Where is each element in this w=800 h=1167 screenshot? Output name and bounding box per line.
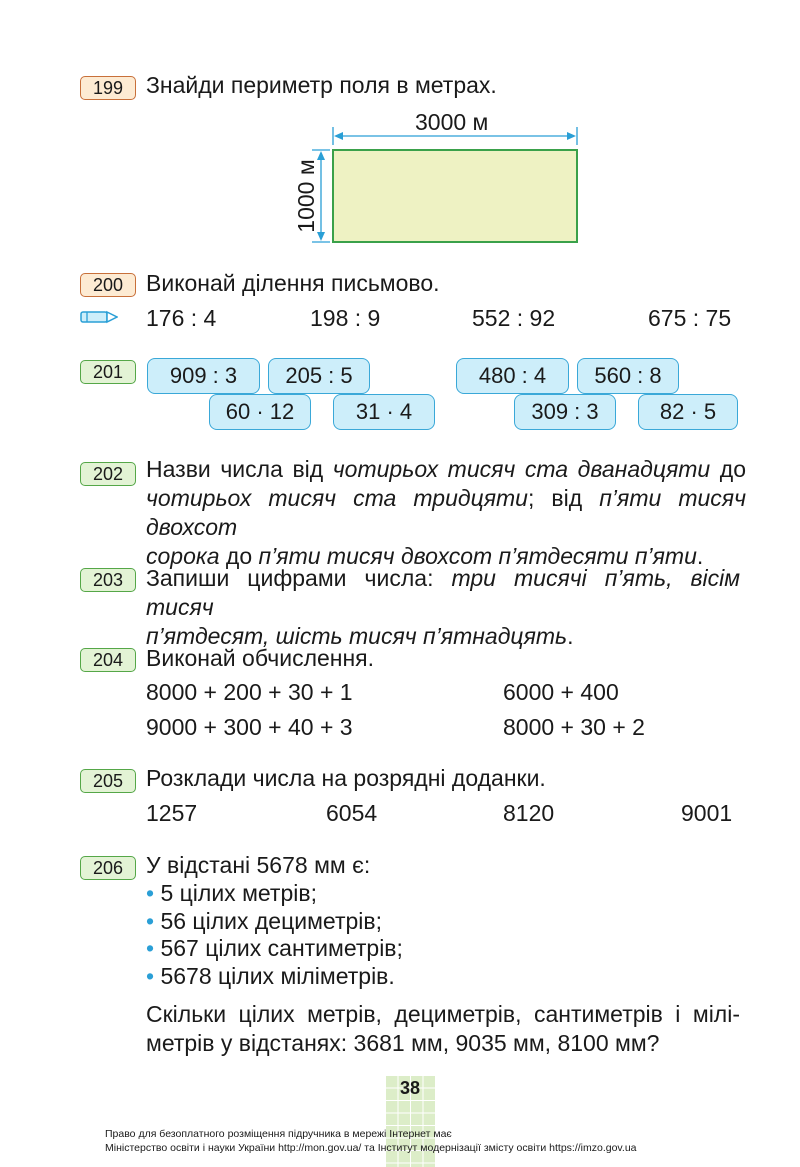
task-203-line-2: п’ятдесят, шість тисяч п’ятнадцять. xyxy=(146,623,574,649)
bullet-icon: • xyxy=(146,908,155,934)
task-200-text: Виконай ділення письмово. xyxy=(146,270,440,296)
bullet-icon: • xyxy=(146,963,155,989)
task-number-204: 204 xyxy=(80,648,136,672)
task-204-text: Виконай обчислення. xyxy=(146,645,375,671)
dim-top-arrow-left xyxy=(334,132,343,140)
dim-left-arrow-bottom xyxy=(317,232,325,241)
bullet-icon: • xyxy=(146,935,155,961)
question-line-1: Скільки цілих метрів, дециметрів, сантиметрів і мілі- xyxy=(146,1001,740,1027)
expression-3: 9000 + 300 + 40 + 3 xyxy=(146,714,353,740)
division-item-3: 552 : 92 xyxy=(472,305,556,331)
task-206-text: У відстані 5678 мм є: xyxy=(146,852,371,878)
task-number-201: 201 xyxy=(80,360,136,384)
task-number-206: 206 xyxy=(80,856,136,880)
division-item-1: 176 : 4 xyxy=(146,305,217,331)
expression-card: 60 · 12 xyxy=(209,394,311,430)
expression-card: 309 : 3 xyxy=(514,394,616,430)
number-1: 1257 xyxy=(146,800,198,826)
task-206-question xyxy=(146,1000,740,1058)
field-rectangle xyxy=(333,150,577,242)
task-203-text xyxy=(146,564,740,651)
question-line-2: метрів у відстанях: 3681 мм, 9035 мм, 8100 мм? xyxy=(146,1030,660,1056)
task-202-text xyxy=(146,455,746,571)
task-number-205: 205 xyxy=(80,769,136,793)
bullet-item: • 5678 цілих міліметрів. xyxy=(146,963,395,989)
division-item-2: 198 : 9 xyxy=(310,305,381,331)
task-205-text: Розклади числа на розрядні доданки. xyxy=(146,765,546,791)
expression-4: 8000 + 30 + 2 xyxy=(503,714,645,740)
task-202-line-1: Назви числа від чотирьох тисяч ста дванадцяти до xyxy=(146,456,747,482)
height-label: 1000 м xyxy=(293,159,319,233)
width-label: 3000 м xyxy=(415,109,489,135)
bullet-item: • 56 цілих дециметрів; xyxy=(146,908,382,934)
expression-card: 909 : 3 xyxy=(147,358,260,394)
expression-card: 31 · 4 xyxy=(333,394,435,430)
expression-card: 560 : 8 xyxy=(577,358,679,394)
number-3: 8120 xyxy=(503,800,555,826)
field-diagram xyxy=(290,105,590,255)
task-number-202: 202 xyxy=(80,462,136,486)
task-202-line-3: сорока до п’яти тисяч двохсот п’ятдесяти п’яти. xyxy=(146,543,704,569)
task-number-199: 199 xyxy=(80,76,136,100)
expression-1: 8000 + 200 + 30 + 1 xyxy=(146,679,353,705)
bullet-icon: • xyxy=(146,880,155,906)
expression-card: 205 : 5 xyxy=(268,358,370,394)
task-number-203: 203 xyxy=(80,568,136,592)
task-number-200: 200 xyxy=(80,273,136,297)
number-4: 9001 xyxy=(681,800,733,826)
task-203-line-1: Запиши цифрами числа: три тисячі п’ять, вісім тисяч xyxy=(146,565,740,620)
footer-line-2: Міністерство освіти і науки України http://mon.gov.ua/ та Інститут модернізації змісту освіти https://imzo.gov.ua xyxy=(105,1142,637,1154)
bullet-item: • 567 цілих сантиметрів; xyxy=(146,935,403,961)
expression-card: 480 : 4 xyxy=(456,358,569,394)
page-number: 38 xyxy=(399,1078,421,1098)
bullet-item: • 5 цілих метрів; xyxy=(146,880,317,906)
task-199-text: Знайди периметр поля в метрах. xyxy=(146,72,497,98)
footer-line-1: Право для безоплатного розміщення підручника в мережі Інтернет має xyxy=(105,1128,452,1140)
expression-2: 6000 + 400 xyxy=(503,679,619,705)
task-202-line-2: чотирьох тисяч ста тридцяти; від п’яти тисяч двохсот xyxy=(146,485,746,540)
dim-top-arrow-right xyxy=(567,132,576,140)
division-item-4: 675 : 75 xyxy=(648,305,732,331)
number-2: 6054 xyxy=(326,800,378,826)
expression-card: 82 · 5 xyxy=(638,394,738,430)
pencil-icon xyxy=(80,309,118,325)
